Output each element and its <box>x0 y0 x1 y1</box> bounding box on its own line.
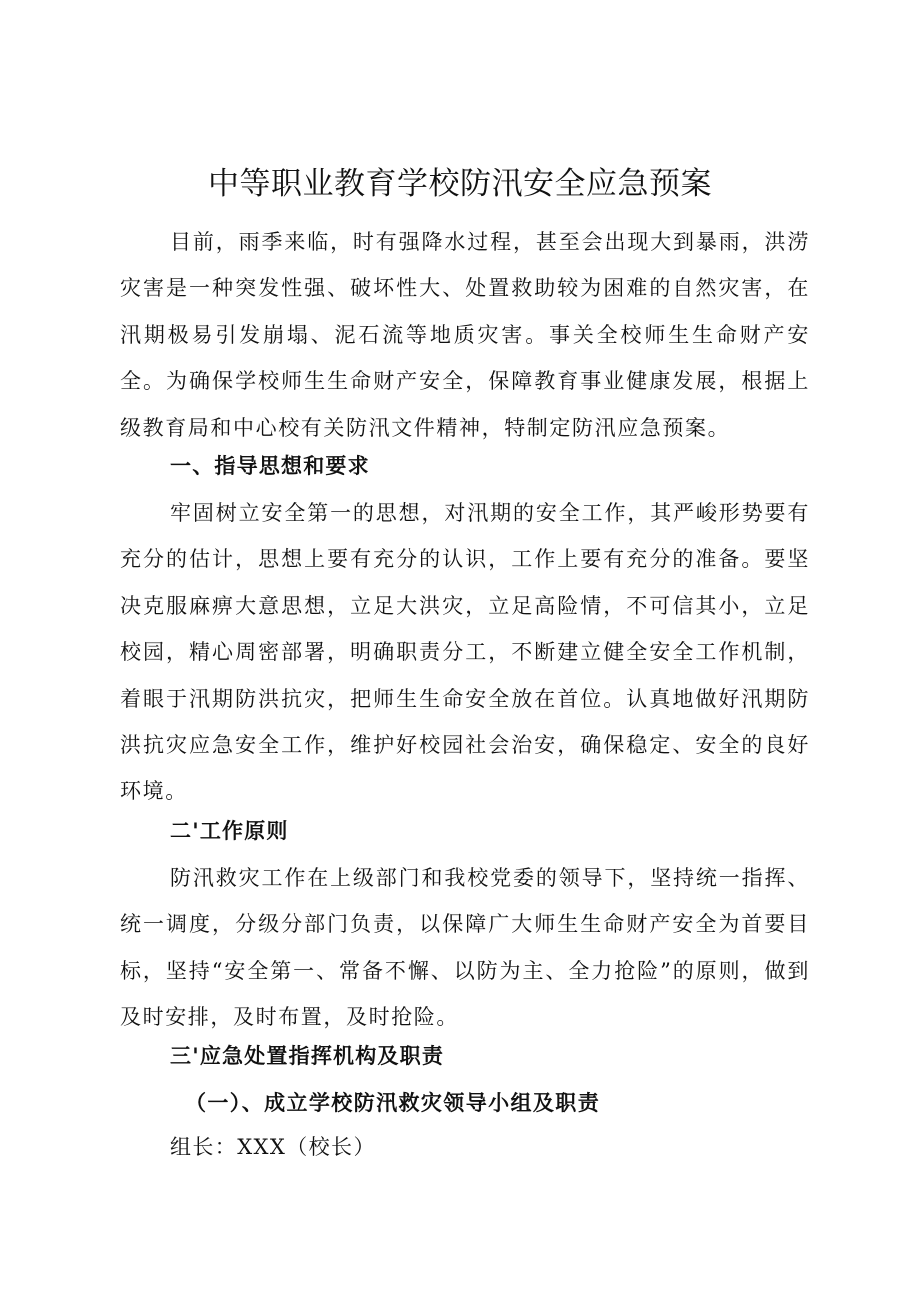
leader-line: 组长：XXX（校长） <box>170 1135 376 1159</box>
section-2-body: 防汛救灾工作在上级部门和我校党委的领导下，坚持统一指挥、统一调度，分级分部门负责，以保障广大师生生命财产安全为首要目标，坚持“安全第一、常备不懈、以防为主、全力抢险”的原则，做到及时安排，及时布置，及时抢险。 <box>120 866 810 1030</box>
intro-paragraph: 目前，雨季来临，时有强降水过程，甚至会出现大到暴雨，洪涝灾害是一种突发性强、破坏性大、处置救助较为困难的自然灾害，在汛期极易引发崩塌、泥石流等地质灾害。事关全校师生生命财产安全。为确保学校师生生命财产安全，保障教育事业健康发展，根据上级教育局和中心校有关防汛文件精神，特制定防汛应急预案。 <box>120 230 810 440</box>
document-title: 中等职业教育学校防汛安全应急预案 <box>208 166 712 202</box>
section-1-body: 牢固树立安全第一的思想，对汛期的安全工作，其严峻形势要有充分的估计，思想上要有充分的认识，工作上要有充分的准备。要坚决克服麻痹大意思想，立足大洪灾，立足高险情，不可信其小，立足校园，精心周密部署，明确职责分工，不断建立健全安全工作机制，着眼于汛期防洪抗灾，把师生生命安全放在首位。认真地做好汛期防洪抗灾应急安全工作，维护好校园社会治安，确保稳定、安全的良好环境。 <box>120 501 810 804</box>
section-3-subheading: （一）、成立学校防汛救灾领导小组及职责 <box>185 1090 601 1115</box>
section-1-heading: 一、指导思想和要求 <box>170 453 370 478</box>
section-2-heading: 二'工作原则 <box>170 818 289 843</box>
section-3-heading: 三'应急处置指挥机构及职责 <box>170 1043 445 1068</box>
